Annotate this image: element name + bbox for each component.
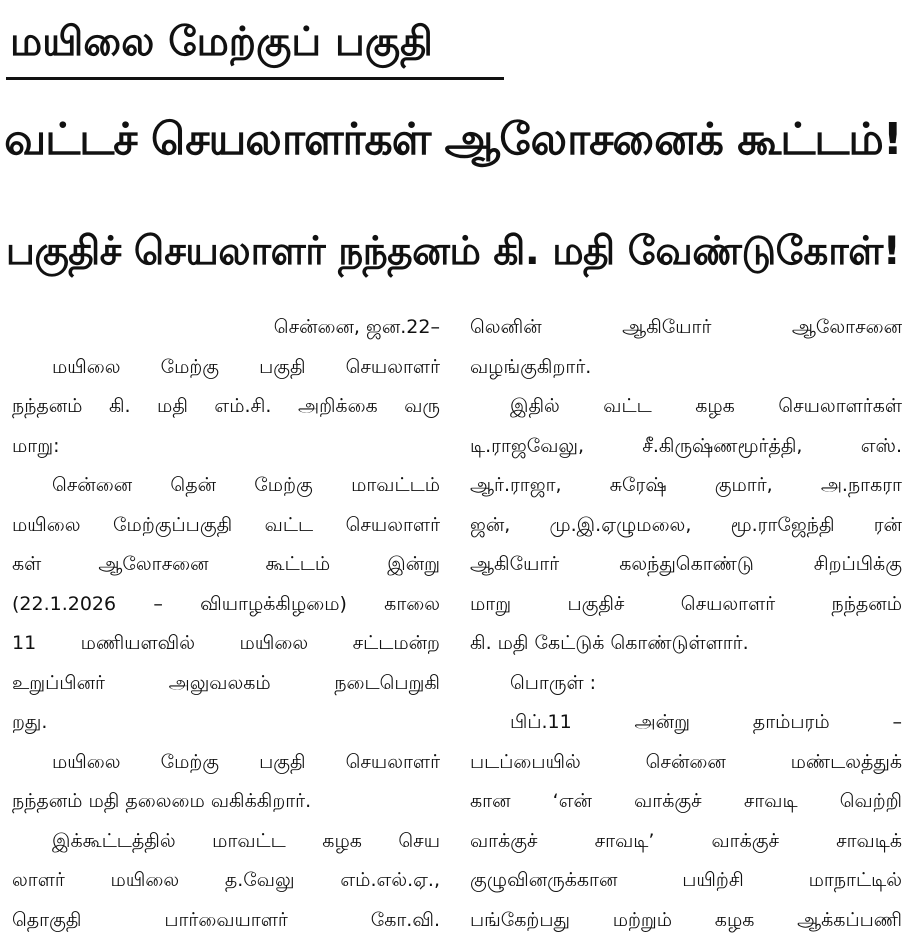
body-line: ஆர்.ராஜா, சுரேஷ் குமார், அ.நாகரா <box>470 466 902 506</box>
body-line: கான ‘என் வாக்குச் சாவடி வெற்றி <box>470 782 902 822</box>
body-line: பங்கேற்பது மற்றும் கழக ஆக்கப்பணி <box>470 901 902 940</box>
subsection-label: பொருள் : <box>470 664 902 704</box>
body-line: றது. <box>12 703 440 743</box>
body-line: நந்தனம் மதி தலைமை வகிக்கிறார். <box>12 782 440 822</box>
body-line: கள் ஆலோசனை கூட்டம் இன்று <box>12 545 440 585</box>
body-line: மாறு பகுதிச் செயலாளர் நந்தனம் <box>470 585 902 625</box>
body-line: ஆகியோர் கலந்துகொண்டு சிறப்பிக்கு <box>470 545 902 585</box>
body-line: மயிலை மேற்கு பகுதி செயலாளர் <box>12 348 440 388</box>
body-line: மயிலை மேற்குப்பகுதி வட்ட செயலாளர் <box>12 506 440 546</box>
body-line: டி.ராஜவேலு, சீ.கிருஷ்ணமூர்த்தி, எஸ். <box>470 427 902 467</box>
body-line: இதில் வட்ட கழக செயலாளர்கள் <box>470 387 902 427</box>
subheadline: பகுதிச் செயலாளர் நந்தனம் கி. மதி வேண்டுகோள்! <box>0 208 906 296</box>
body-line: வழங்குகிறார். <box>470 348 902 388</box>
body-line: படப்பையில் சென்னை மண்டலத்துக் <box>470 743 902 783</box>
body-line: உறுப்பினர் அலுவலகம் நடைபெறுகி <box>12 664 440 704</box>
article-column-right <box>470 308 902 940</box>
body-line: குழுவினருக்கான பயிற்சி மாநாட்டில் <box>470 861 902 901</box>
body-line: சென்னை தென் மேற்கு மாவட்டம் <box>12 466 440 506</box>
body-line: 11 மணியளவில் மயிலை சட்டமன்ற <box>12 624 440 664</box>
body-line: மாறு: <box>12 427 440 467</box>
body-line: கி. மதி கேட்டுக் கொண்டுள்ளார். <box>470 624 902 664</box>
headline: வட்டச் செயலாளர்கள் ஆலோசனைக் கூட்டம்! <box>0 88 906 192</box>
article-column-left <box>12 308 440 940</box>
body-line: லாளர் மயிலை த.வேலு எம்.எல்.ஏ., <box>12 861 440 901</box>
body-line: (22.1.2026 – வியாழக்கிழமை) காலை <box>12 585 440 625</box>
body-line: தொகுதி பார்வையாளர் கோ.வி. <box>12 901 440 940</box>
body-line: பிப்.11 அன்று தாம்பரம் – <box>470 703 902 743</box>
body-line: இக்கூட்டத்தில் மாவட்ட கழக செய <box>12 822 440 862</box>
body-line: நந்தனம் கி. மதி எம்.சி. அறிக்கை வரு <box>12 387 440 427</box>
body-line: ஜன், மு.இ.ஏழுமலை, மூ.ராஜேந்தி ரன் <box>470 506 902 546</box>
body-line: மயிலை மேற்கு பகுதி செயலாளர் <box>12 743 440 783</box>
body-line: லெனின் ஆகியோர் ஆலோசனை <box>470 308 902 348</box>
body-line: வாக்குச் சாவடி’ வாக்குச் சாவடிக் <box>470 822 902 862</box>
kicker-text: மயிலை மேற்குப் பகுதி <box>10 14 433 70</box>
dateline: சென்னை, ஜன.22– <box>12 308 440 348</box>
section-kicker <box>6 8 504 80</box>
